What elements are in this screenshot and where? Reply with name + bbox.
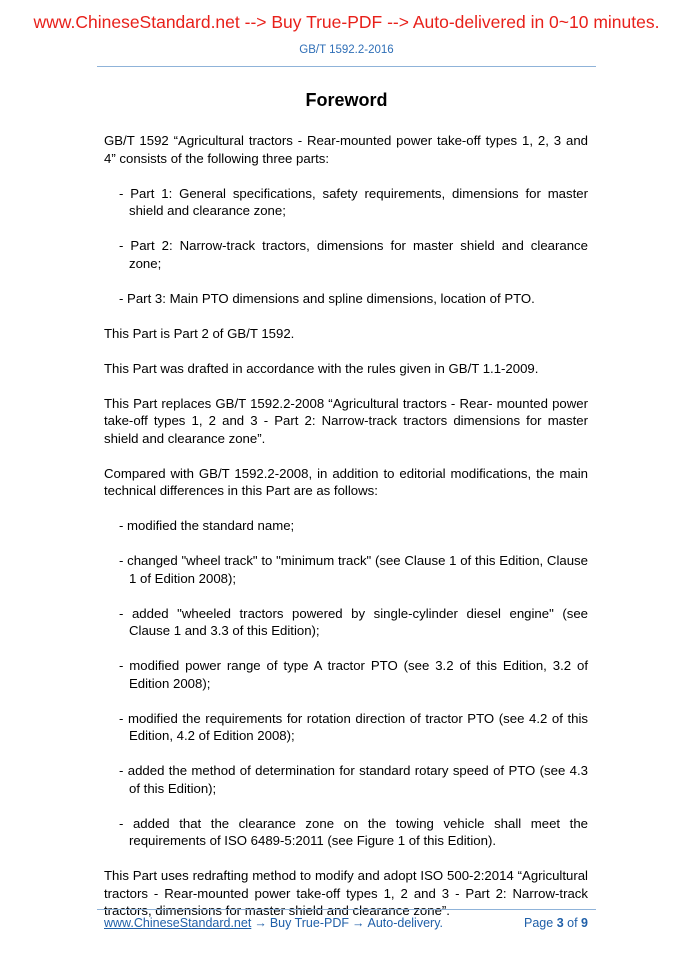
page-title: Foreword (305, 90, 388, 110)
delivery-text: Auto-delivery. (367, 916, 443, 930)
change-list-item: - added that the clearance zone on the towing vehicle shall meet the requirements of ISO 6489-5:2011 (see Figure 1 of this Edition). (119, 815, 588, 848)
arrow-right-icon: → (352, 916, 365, 930)
buy-link[interactable]: Buy True-PDF (269, 916, 349, 930)
page-label: Page (524, 916, 554, 930)
part-statement: This Part is Part 2 of GB/T 1592. (104, 325, 295, 341)
change-list-item: - changed "wheel track" to "minimum track" (see Clause 1 of this Edition, Clause 1 of Edition 2008); (119, 553, 588, 586)
change-list-item: - modified the requirements for rotation direction of tractor PTO (see 4.2 of this Edition, 4.2 of Edition 2008); (119, 710, 588, 743)
change-list-item: - added the method of determination for standard rotary speed of PTO (see 4.3 of this Edition); (119, 763, 588, 796)
change-list-item: - added "wheeled tractors powered by single-cylinder diesel engine" (see Clause 1 and 3.3 of this Edition); (119, 605, 588, 638)
arrow-right-icon: → (254, 916, 267, 930)
header-divider (97, 66, 596, 67)
redrafting-statement: This Part uses redrafting method to modify and adopt ISO 500-2:2014 “Agricultural tractors - Rear-mounted power take-off types 1, 2 and 3 - Part 2: Narrow-track tractors, dimensions for master shield and clearance zone”. (104, 868, 588, 918)
page-indicator (524, 916, 588, 930)
page-current: 3 (556, 916, 564, 930)
drafting-statement: This Part was drafted in accordance with the rules given in GB/T 1.1-2009. (104, 360, 539, 376)
part-list-item: - Part 1: General specifications, safety requirements, dimensions for master shield and clearance zone; (119, 185, 588, 218)
intro-paragraph: GB/T 1592 “Agricultural tractors - Rear-mounted power take-off types 1, 2, 3 and 4” consists of the following three parts: (104, 133, 588, 166)
page-of: of (567, 916, 578, 930)
part-list-item: - Part 2: Narrow-track tractors, dimensions for master shield and clearance zone; (119, 238, 588, 271)
promo-banner[interactable]: www.ChineseStandard.net --> Buy True-PDF --> Auto-delivered in 0~10 minutes. (33, 12, 660, 32)
page-total: 9 (581, 916, 588, 930)
part-list-item: - Part 3: Main PTO dimensions and spline dimensions, location of PTO. (119, 290, 535, 306)
footer-divider (97, 909, 596, 910)
replacement-statement: This Part replaces GB/T 1592.2-2008 “Agricultural tractors - Rear- mounted power take-off types 1, 2 and 3 - Part 2: Narrow-track tractors dimensions for master shield and clearance zone”. (104, 395, 588, 446)
site-link[interactable]: www.ChineseStandard.net (104, 916, 252, 930)
page-footer (104, 916, 588, 930)
change-list-item: - modified the standard name; (119, 518, 295, 533)
change-list-item: - modified power range of type A tractor PTO (see 3.2 of this Edition, 3.2 of Edition 2008); (119, 658, 588, 691)
foreword-body (104, 132, 588, 937)
document-number: GB/T 1592.2-2016 (299, 44, 394, 56)
comparison-statement: Compared with GB/T 1592.2-2008, in addition to editorial modifications, the main technical differences in this Part are as follows: (104, 465, 588, 498)
